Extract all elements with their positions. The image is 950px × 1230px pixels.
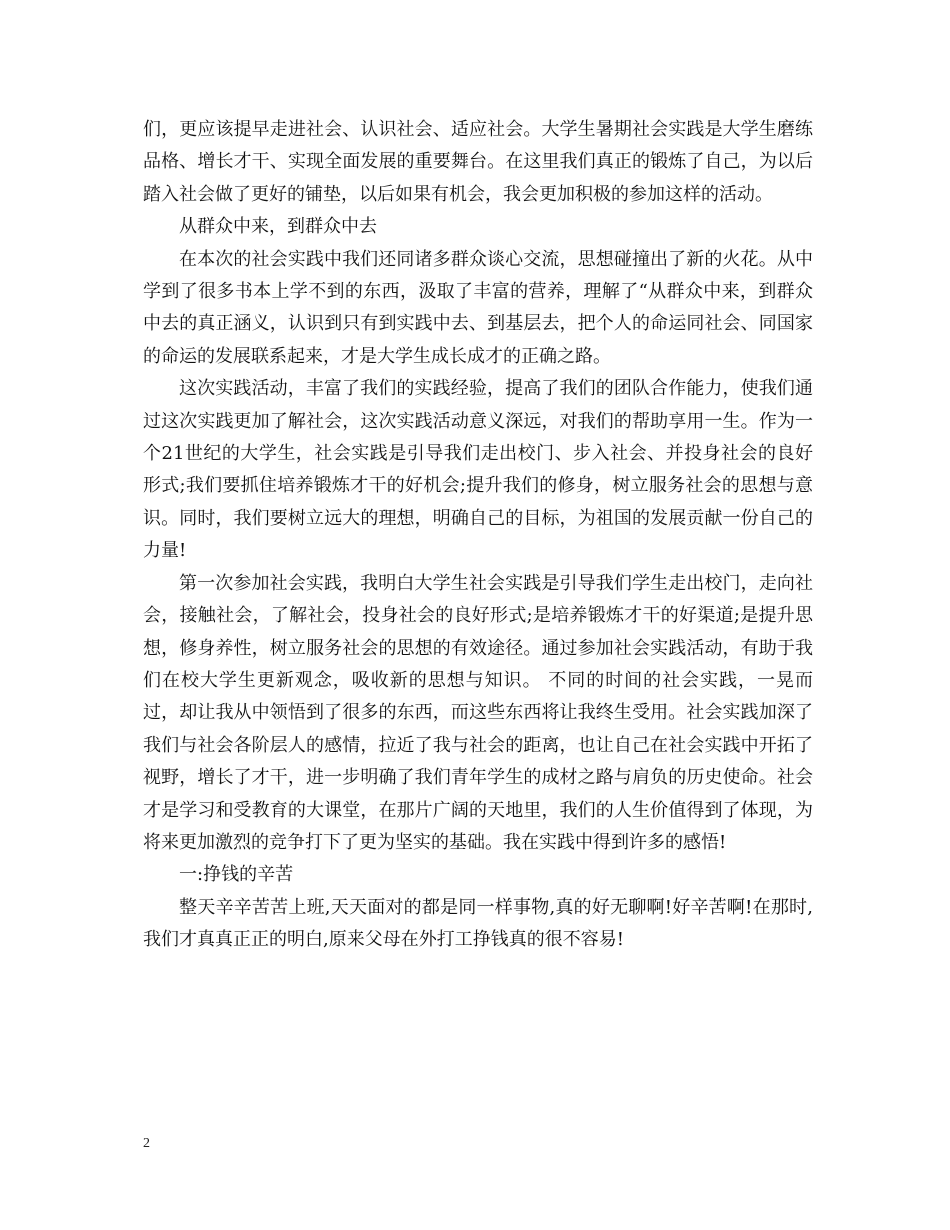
paragraph-4: 这次实践活动，丰富了我们的实践经验，提高了我们的团队合作能力，使我们通过这次实践更加了解社会，这次实践活动意义深远，对我们的帮助享用一生。作为一个21世纪的大学生，社会实践是引导我们走出校门、步入社会、并投身社会的良好形式;我们要抓住培养锻炼才干的好机会;提升我们的修身，树立服务社会的思想与意识。同时，我们要树立远大的理想，明确自己的目标，为祖国的发展贡献一份自己的力量! [143,378,813,562]
document-body [143,114,813,957]
page-number: 2 [143,1136,150,1151]
section-heading-masses: 从群众中来，到群众中去 [179,216,377,238]
section-heading-earning: 一:挣钱的辛苦 [179,864,294,886]
paragraph-5: 第一次参加社会实践，我明白大学生社会实践是引导我们学生走出校门，走向社会，接触社会，了解社会，投身社会的良好形式;是培养锻炼才干的好渠道;是提升思想，修身养性，树立服务社会的思想的有效途径。通过参加社会实践活动，有助于我们在校大学生更新观念，吸收新的思想与知识。 不同的时间的社会实践，一晃而过，却让我从中领悟到了很多的东西，而这些东西将让我终生受用。社会实践加深了我们与社会各阶层人的感情，拉近了我与社会的距离，也让自己在社会实践中开拓了视野，增长了才干，进一步明确了我们青年学生的成材之路与肩负的历史使命。社会才是学习和受教育的大课堂，在那片广阔的天地里，我们的人生价值得到了体现，为将来更加激烈的竞争打下了更为坚实的基础。我在实践中得到许多的感悟! [143,572,813,853]
paragraph-7: 整天辛辛苦苦上班,天天面对的都是同一样事物,真的好无聊啊!好辛苦啊!在那时,我们才真真正正的明白,原来父母在外打工挣钱真的很不容易! [143,896,813,951]
paragraph-1: 们，更应该提早走进社会、认识社会、适应社会。大学生暑期社会实践是大学生磨练品格、增长才干、实现全面发展的重要舞台。在这里我们真正的锻炼了自己，为以后踏入社会做了更好的铺垫，以后如果有机会，我会更加积极的参加这样的活动。 [143,119,813,205]
paragraph-3: 在本次的社会实践中我们还同诸多群众谈心交流，思想碰撞出了新的火花。从中学到了很多书本上学不到的东西，汲取了丰富的营养，理解了“从群众中来，到群众中去的真正涵义，认识到只有到实践中去、到基层去，把个人的命运同社会、同国家的命运的发展联系起来，才是大学生成长成才的正确之路。 [143,248,813,367]
